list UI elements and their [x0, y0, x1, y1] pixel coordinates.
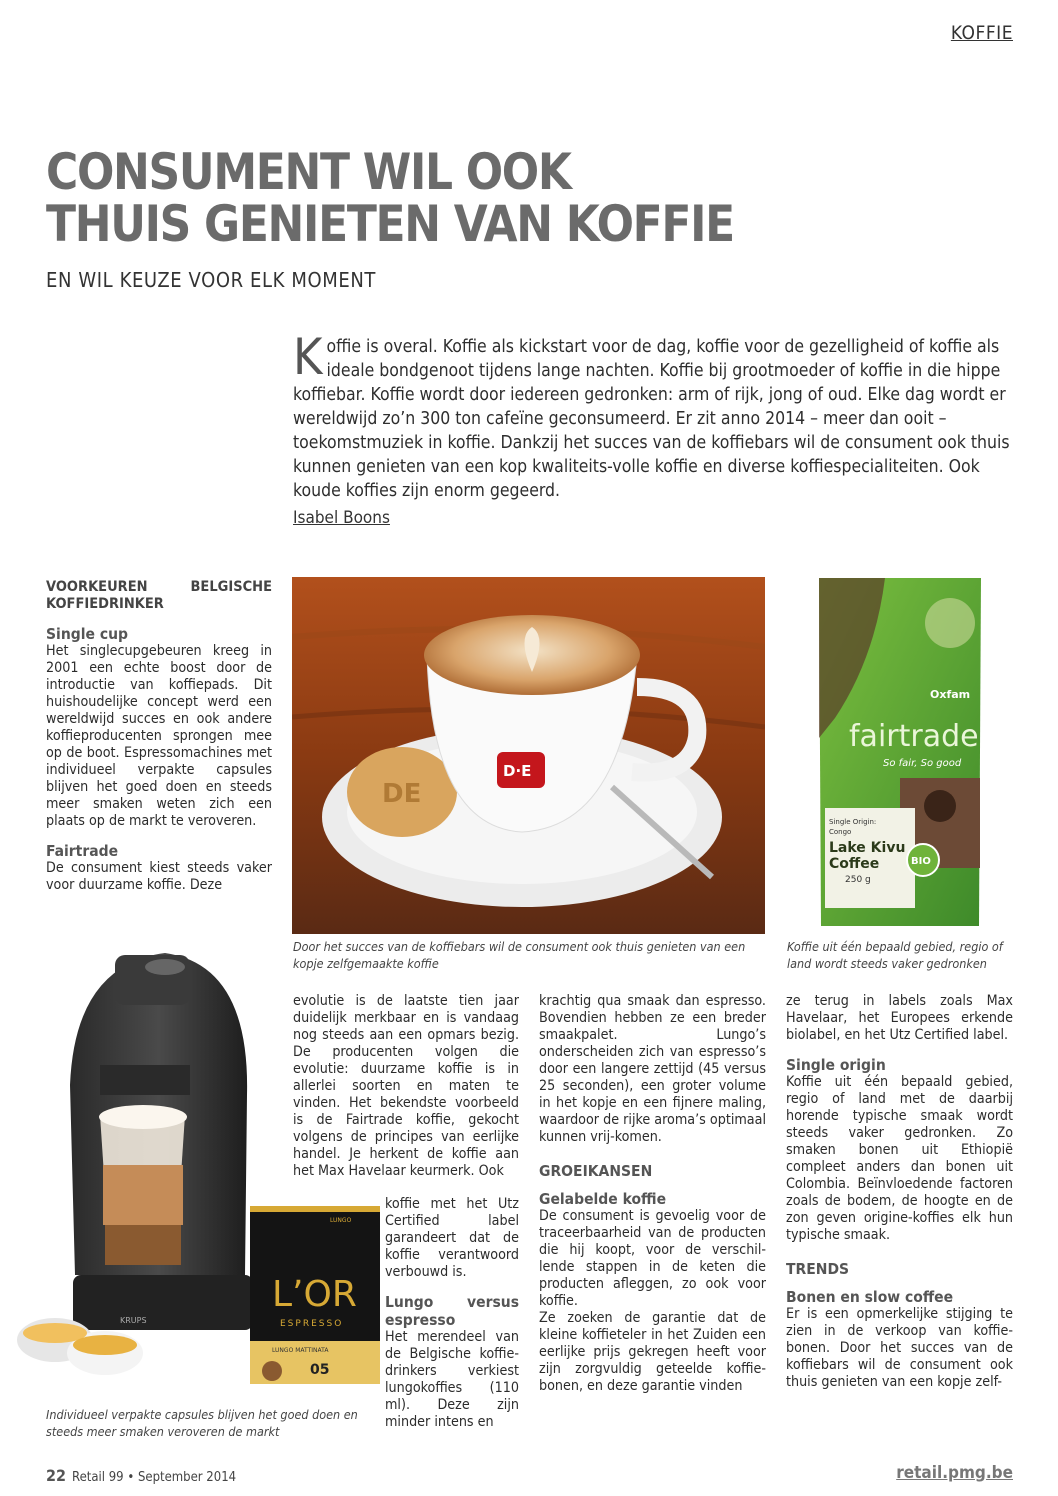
single-cup-heading: Single cup — [46, 625, 128, 643]
column-2-narrow — [385, 1196, 519, 1431]
bag-photo-caption: Koffie uit één bepaald gebied, regio of land wordt steeds vaker gedronken — [787, 939, 1003, 971]
svg-text:D·E: D·E — [503, 762, 532, 780]
svg-text:So fair, So good: So fair, So good — [883, 758, 962, 769]
svg-text:250 g: 250 g — [845, 875, 871, 885]
fairtrade-heading: Fairtrade — [46, 842, 119, 860]
gelabelde-text-2: Ze zoeken de garantie dat de kleine koffieteler in het Zuiden een eerlijke prijs gekregen heeft voor zijn zorgvuldig geteelde koffie-bonen, en deze garantie vinden — [539, 1310, 766, 1394]
bonen-heading: Bonen en slow coffee — [786, 1288, 954, 1306]
coffee-cup-photo — [292, 577, 765, 934]
title-line-2: THUIS GENIETEN VAN KOFFIE — [46, 195, 734, 253]
svg-text:L’OR: L’OR — [272, 1274, 357, 1315]
groeikansen-heading: GROEIKANSEN — [539, 1162, 653, 1180]
col3-paragraph-1: krachtig qua smaak dan espresso. Bovendien hebben ze een breder smaakpalet. Lungo’s onderscheiden zich van espresso’s door een langere zettijd (45 versus 25 seconden), een groter volume in het kopje en een fijnere maling, waardoor de rijke aroma’s optimaal kunnen vrij-komen. — [539, 993, 766, 1145]
trends-heading: TRENDS — [786, 1260, 850, 1278]
svg-text:Oxfam: Oxfam — [930, 688, 971, 701]
article-title — [46, 143, 838, 253]
col1-heading: VOORKEUREN BELGISCHE KOFFIEDRINKER — [46, 579, 272, 612]
column-4 — [786, 993, 1013, 1391]
svg-text:Congo: Congo — [829, 828, 852, 836]
lungo-heading: Lungo versus espresso — [385, 1293, 519, 1329]
single-origin-text: Koffie uit één bepaald gebied, regio of land met de daarbij horende typische smaak wordt steeds vaker gedronken. Zo smaken bonen uit Ethiopië compleet anders dan bonen uit Colombia. Beïnvloedende factoren zoals de bodem, de hoogte en de zon geven origine-koffies elk hun typische smaak. — [786, 1074, 1013, 1243]
column-3 — [539, 993, 766, 1395]
svg-text:LUNGO: LUNGO — [330, 1217, 352, 1224]
gelabelde-text-1: De consument is gevoelig voor de traceerbaarheid van de producten die hij koopt, voor de verschil-lende stappen in de keten die producten afleggen, zo ook voor koffie. — [539, 1208, 766, 1309]
svg-text:LUNGO MATTINATA: LUNGO MATTINATA — [272, 1347, 329, 1354]
intro-text: offie is overal. Koffie als kickstart voor de dag, koffie voor de gezelligheid of koffie als ideale bondgenoot tijdens lange nachten. Koffie bij grootmoeder of koffie in die hippe koffiebar. Koffie wordt door iedereen gedronken: arm of rijk, jong of oud. Elke dag wordt er wereldwijd zo’n 300 ton cafeïne geconsumeerd. Er zit anno 2014 – meer dan ooit – toekomstmuziek in koffie. Dankzij het succes van de koffiebars wil de consument ook thuis kunnen genieten van een kop kwaliteits-volle koffie en diverse koffiespecialiteiten. Ook koude koffies zijn enorm gegeerd. — [293, 337, 1010, 501]
lungo-text: Het merendeel van de Belgische koffie-drinkers verkiest lungokoffies (110 ml). Deze zijn minder intens en — [385, 1329, 519, 1430]
svg-text:05: 05 — [310, 1362, 330, 1378]
section-tag: KOFFIE — [950, 22, 1013, 44]
svg-text:ESPRESSO: ESPRESSO — [280, 1319, 344, 1329]
site-link[interactable]: retail.pmg.be — [896, 1463, 1013, 1483]
column-1 — [46, 579, 272, 894]
svg-text:KRUPS: KRUPS — [120, 1316, 147, 1325]
article-subtitle: EN WIL KEUZE VOOR ELK MOMENT — [46, 268, 376, 292]
column-2 — [293, 993, 519, 1180]
svg-text:Lake Kivu: Lake Kivu — [829, 840, 906, 856]
title-line-1: CONSUMENT WIL OOK — [46, 143, 571, 201]
footer-issue — [46, 1466, 236, 1485]
col2-paragraph-2: koffie met het Utz Certified label garandeert dat de koffie verantwoord verbouwd is. — [385, 1196, 519, 1280]
page-number: 22 — [46, 1466, 67, 1485]
svg-text:fairtrade: fairtrade — [849, 719, 979, 754]
issue-info: Retail 99 • September 2014 — [72, 1470, 237, 1485]
drop-cap: K — [293, 328, 323, 386]
svg-text:Single Origin:: Single Origin: — [829, 818, 877, 826]
gelabelde-heading: Gelabelde koffie — [539, 1190, 667, 1208]
author-byline[interactable]: Isabel Boons — [293, 508, 390, 528]
single-origin-heading: Single origin — [786, 1056, 886, 1074]
col2-paragraph-1: evolutie is de laatste tien jaar duidelijk merkbaar en is vandaag nog steeds aan een opmars bezig. De producenten volgen die evolutie: duurzame koffie is in allerlei soorten en maten te vinden. Het bekendste voorbeeld is de Fairtrade koffie, gekocht volgens de principes van eerlijke handel. Je herkent de koffie aan het Max Havelaar keurmerk. Ook — [293, 993, 519, 1179]
svg-text:DE: DE — [382, 779, 422, 809]
bonen-text: Er is een opmerkelijke stijging te zien in de verkoop van koffie-bonen. Door het succes van de koffiebars wil de consument ook thuis genieten van een kopje zelf- — [786, 1306, 1013, 1390]
oxfam-coffee-bag-photo — [815, 578, 985, 926]
lor-espresso-box-photo — [250, 1206, 380, 1384]
intro-paragraph — [293, 328, 1013, 503]
machine-photo-caption: Individueel verpakte capsules blijven het goed doen en steeds meer smaken veroveren de markt — [46, 1407, 358, 1439]
svg-text:BIO: BIO — [911, 856, 931, 867]
cup-photo-caption: Door het succes van de koffiebars wil de consument ook thuis genieten van een kopje zelfgemaakte koffie — [293, 939, 746, 971]
dolce-gusto-machine-photo — [15, 945, 277, 1400]
fairtrade-text: De consument kiest steeds vaker voor duurzame koffie. Deze — [46, 860, 272, 893]
col4-paragraph-1: ze terug in labels zoals Max Havelaar, het Europees erkende biolabel, en het Utz Certified label. — [786, 993, 1013, 1043]
single-cup-text: Het singlecupgebeuren kreeg in 2001 een echte boost door de introductie van koffiepads. Dit huishoudelijke concept werd een wereldwijd succes en ook andere koffieproducenten sprongen mee op de boot. Espressomachines met individueel verpakte capsules blijven het goed doen en steeds meer smaken weten zich een plaats op de markt te veroveren. — [46, 643, 272, 829]
svg-text:Coffee: Coffee — [829, 856, 880, 872]
